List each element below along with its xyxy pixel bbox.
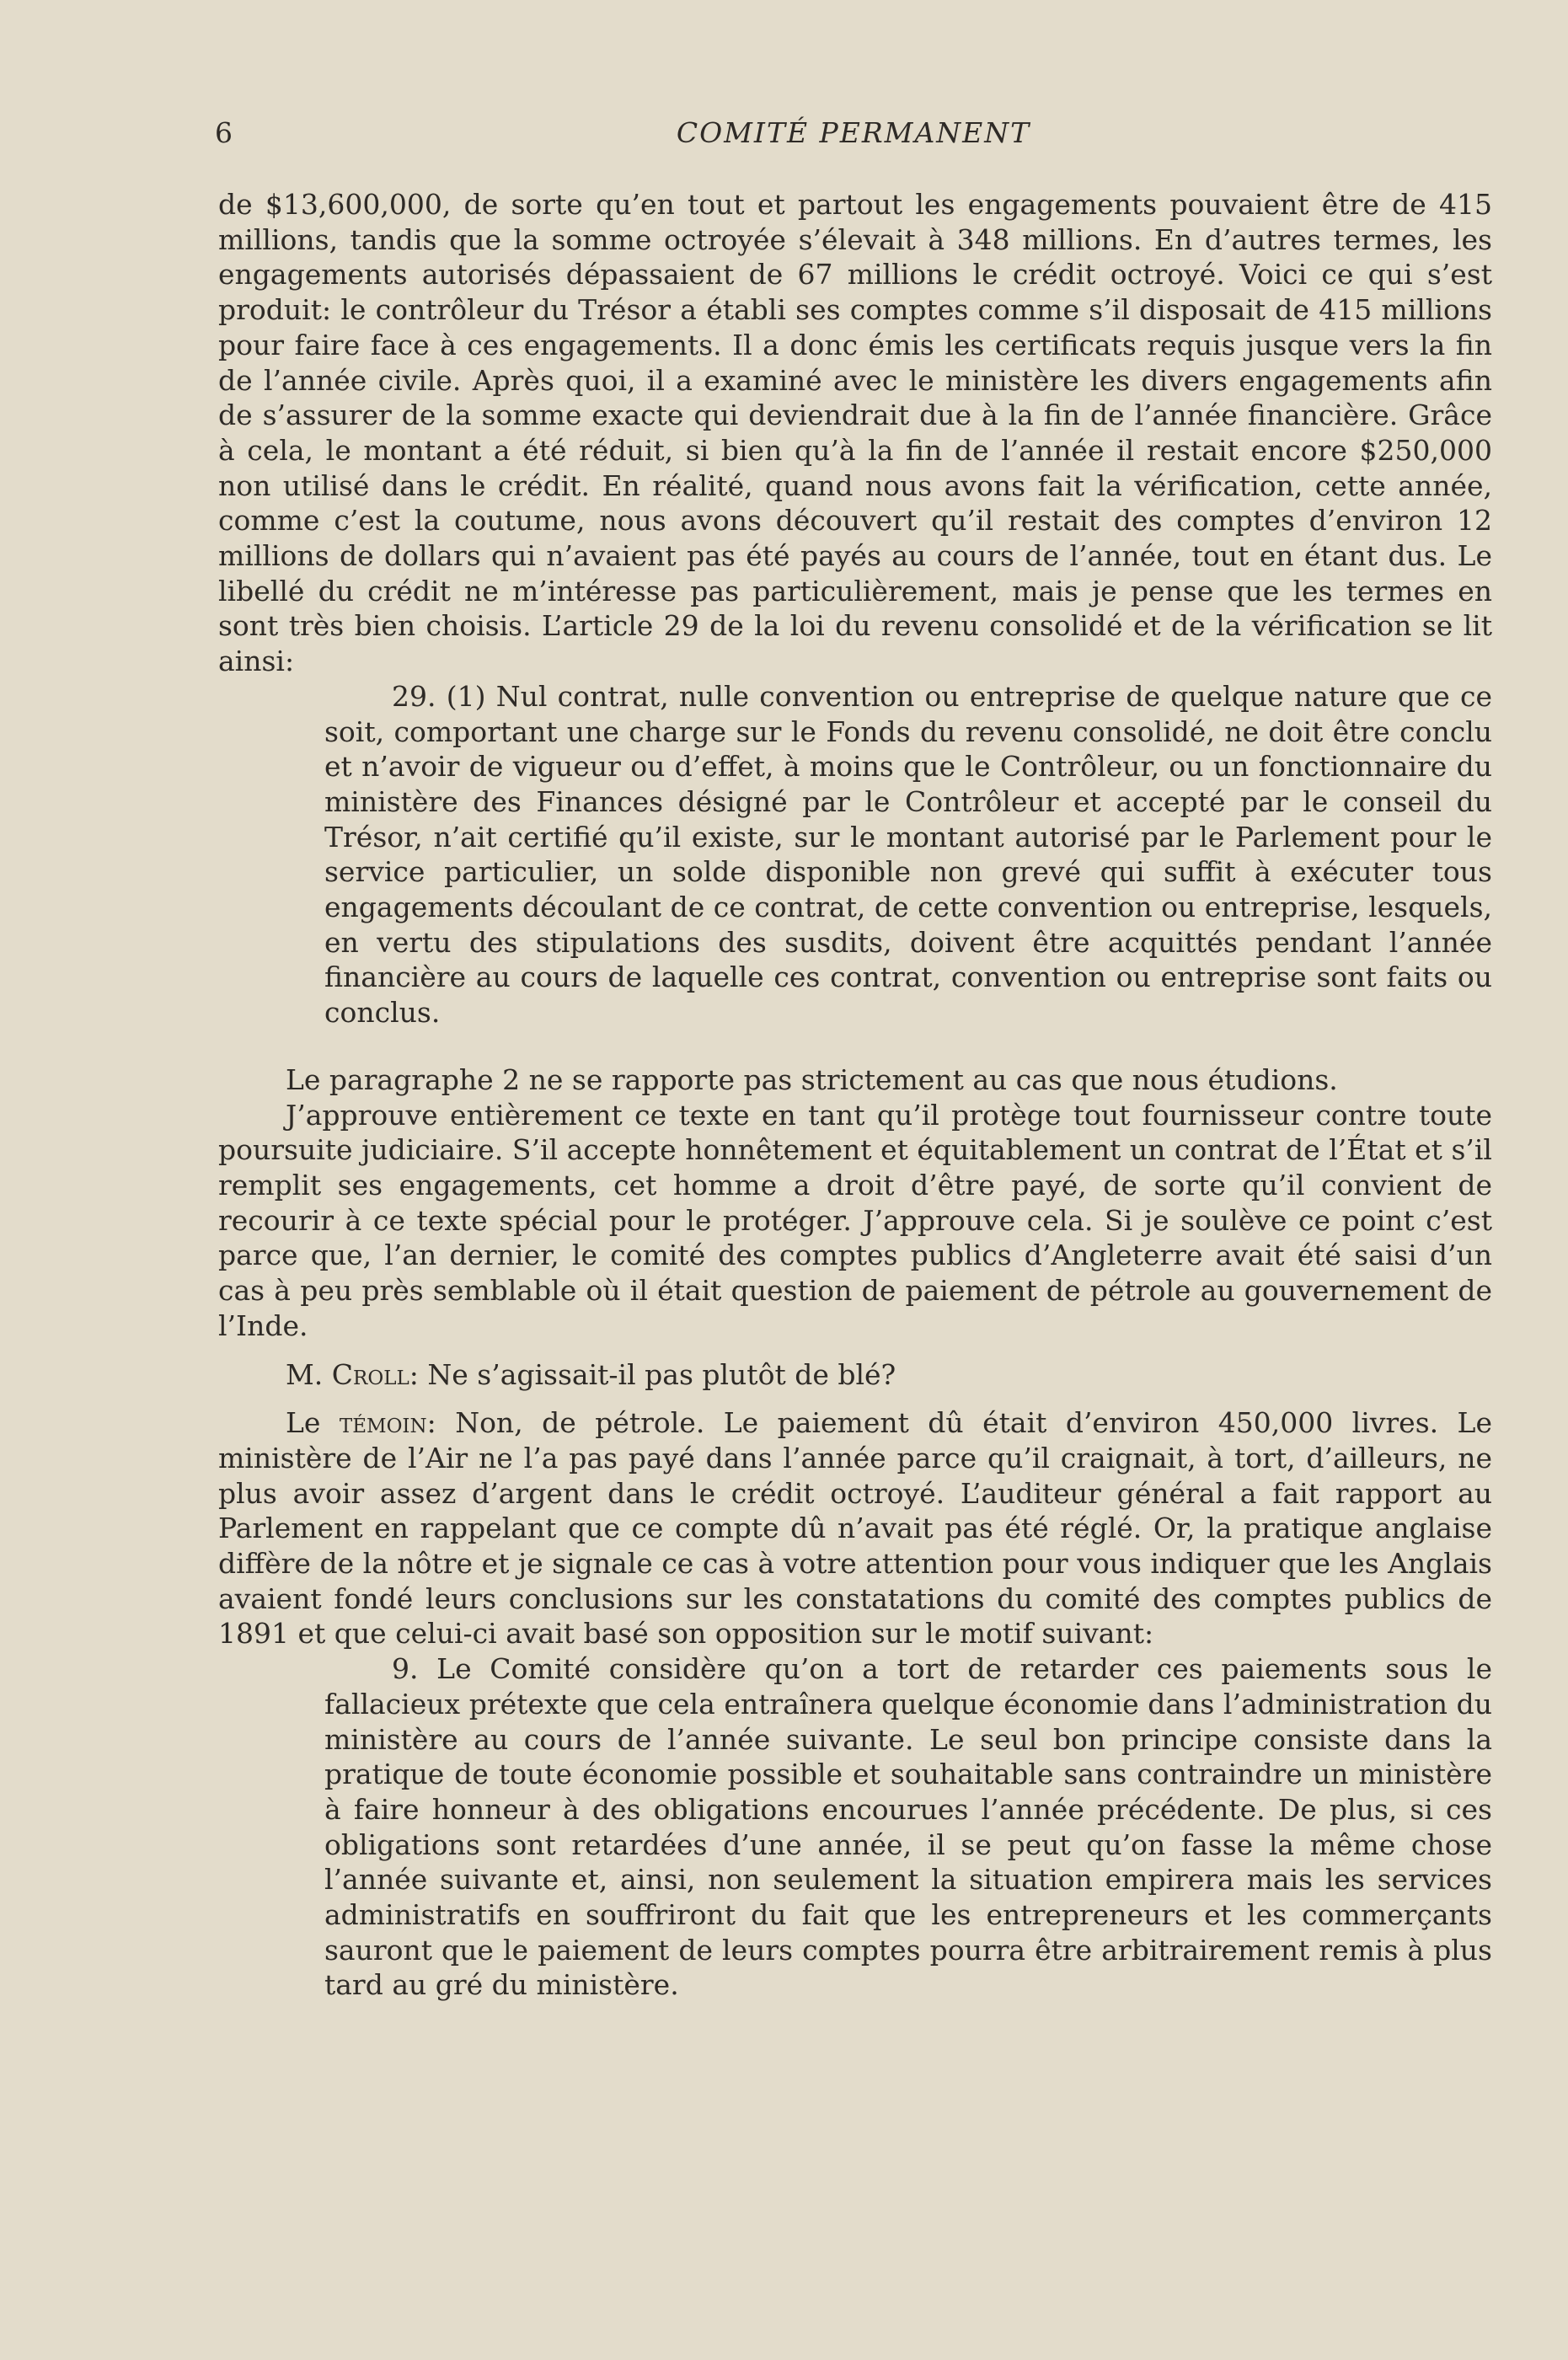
quote-article-29: 29. (1) Nul contrat, nulle convention ou entreprise de quelque nature que ce soit, comportant une charge sur le Fonds du revenu consolidé, ne doit être conclu et n’avoir de vigueur ou d’effet, à moins que le Contrôleur, ou un fonctionnaire du ministère des Finances désigné par le Contrôleur et accepté par le conseil du Trésor, n’ait certifié qu’il existe, sur le montant autorisé par le Parlement pour le service particulier, un solde disponible non grevé qui suffit à exécuter tous engagements découlant de ce contrat, de cette convention ou entreprise, lesquels, en vertu des stipulations des susdits, doivent être acquittés pendant l’année financière au cours de laquelle ces contrat, convention ou entreprise sont faits ou conclus. — [324, 679, 1492, 1030]
page-number: 6 — [215, 116, 233, 149]
speaker-croll-text: : Ne s’agissait-il pas plutôt de blé? — [409, 1357, 896, 1391]
speaker-temoin-prefix: Le — [286, 1406, 340, 1440]
speaker-temoin-name: témoin — [339, 1406, 427, 1440]
speaker-temoin-text: : Non, de pétrole. Le paiement dû était d’environ 450,000 livres. Le ministère de l’Air ne l’a pas payé dans l’année parce qu’il craignait, à tort, d’ailleurs, ne plus avoir assez d’argent dans le crédit octroyé. L’auditeur général a fait rapport au Parlement en rappelant que ce compte dû n’avait pas été réglé. Or, la pratique anglaise diffère de la nôtre et je signale ce cas à votre attention pour vous indiquer que les Anglais avaient fondé leurs conclusions sur les constatations du comité des comptes publics de 1891 et que celui-ci avait basé son opposition sur le motif suivant: — [218, 1406, 1492, 1651]
speaker-croll-name: Croll — [331, 1357, 409, 1391]
page-header — [215, 116, 1492, 158]
speaker-croll-prefix: M. — [286, 1357, 332, 1391]
paragraph-1: de $13,600,000, de sorte qu’en tout et partout les engagements pouvaient être de 415 millions, tandis que la somme octroyée s’élevait à 348 millions. En d’autres termes, les engagements autorisés dépassaient de 67 millions le crédit octroyé. Voici ce qui s’est produit: le contrôleur du Trésor a établi ses comptes comme s’il disposait de 415 millions pour faire face à ces engagements. Il a donc émis les certificats requis jusque vers la fin de l’année civile. Après quoi, il a examiné avec le ministère les divers engagements afin de s’assurer de la somme exacte qui deviendrait due à la fin de l’année financière. Grâce à cela, le montant a été réduit, si bien qu’à la fin de l’année il restait encore $250,000 non utilisé dans le crédit. En réalité, quand nous avons fait la vérification, cette année, comme c’est la coutume, nous avons découvert qu’il restait des comptes d’environ 12 millions de dollars qui n’avaient pas été payés au cours de l’année, tout en étant dus. Le libellé du crédit ne m’intéresse pas particulièrement, mais je pense que les termes en sont très bien choisis. L’article 29 de la loi du revenu consolidé et de la vérification se lit ainsi: — [218, 188, 1492, 678]
running-head: COMITÉ PERMANENT — [676, 116, 1031, 149]
speaker-croll — [218, 1357, 1492, 1393]
paragraph-2: Le paragraphe 2 ne se rapporte pas strictement au cas que nous étudions. — [286, 1062, 1338, 1096]
quote-committee-1891: 9. Le Comité considère qu’on a tort de retarder ces paiements sous le fallacieux prétexte que cela entraînera quelque économie dans l’administration du ministère au cours de l’année suivante. Le seul bon principe consiste dans la pratique de toute économie possible et souhaitable sans contraindre un ministère à faire honneur à des obligations encourues l’année précédente. De plus, si ces obligations sont retardées d’une année, il se peut qu’on fasse la même chose l’année suivante et, ainsi, non seulement la situation empirera mais les services administratifs en souffriront du fait que les entrepreneurs et les commerçants sauront que le paiement de leurs comptes pourra être arbitrairement remis à plus tard au gré du ministère. — [324, 1652, 1492, 2002]
page-body — [218, 187, 1492, 2003]
speaker-temoin — [218, 1405, 1492, 1651]
paragraph-3: J’approuve entièrement ce texte en tant qu’il protège tout fournisseur contre toute poursuite judiciaire. S’il accepte honnêtement et équitablement un contrat de l’État et s’il remplit ses engagements, cet homme a droit d’être payé, de sorte qu’il convient de recourir à ce texte spécial pour le protéger. J’approuve cela. Si je soulève ce point c’est parce que, l’an dernier, le comité des comptes publics d’Angleterre avait été saisi d’un cas à peu près semblable où il était question de paiement de pétrole au gouvernement de l’Inde. — [218, 1098, 1492, 1342]
